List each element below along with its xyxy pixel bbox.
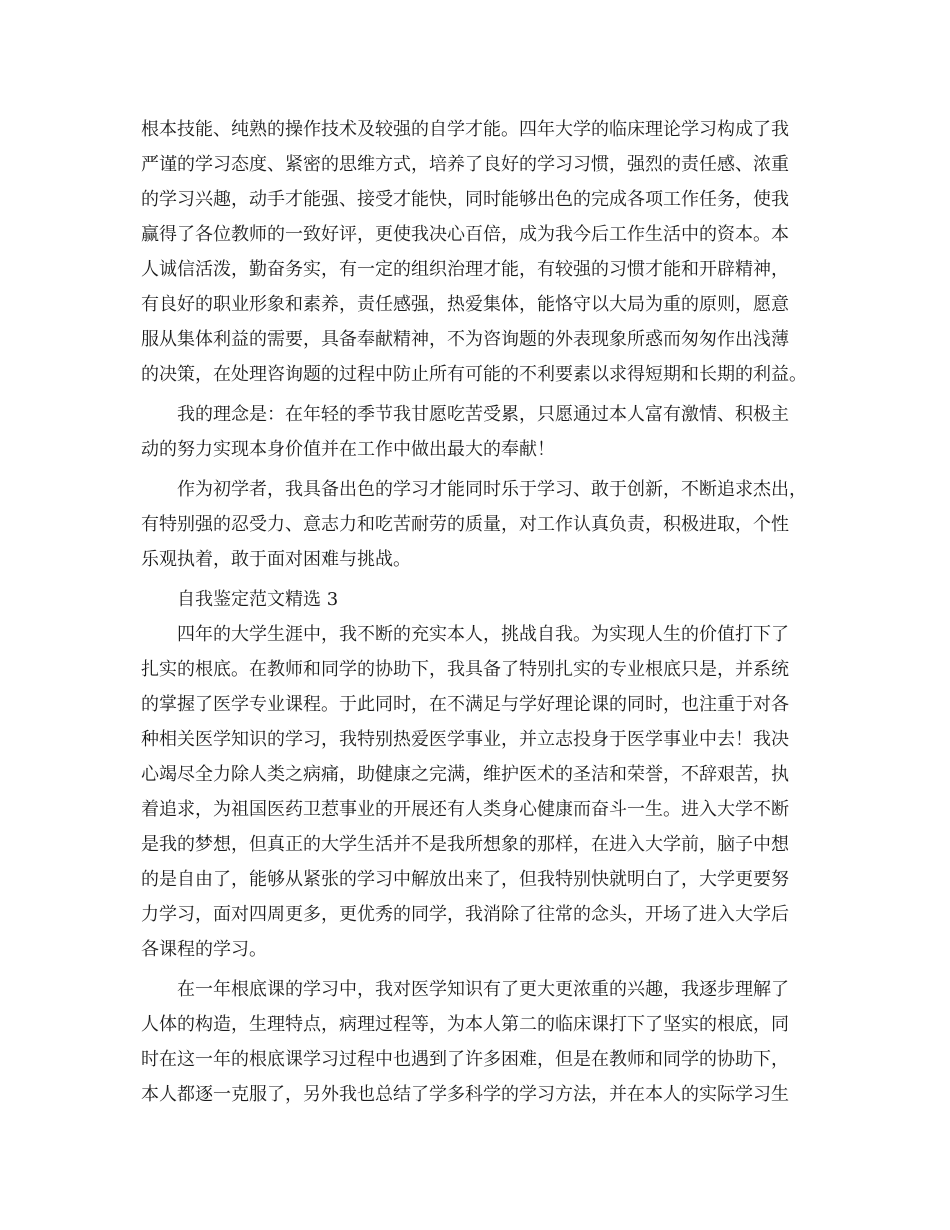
text-line: 动的努力实现本身价值并在工作中做出最大的奉献！	[141, 439, 555, 460]
text-line: 的掌握了医学专业课程。于此同时，在不满足与学好理论课的同时，也注重于对各	[141, 694, 789, 715]
text-line: 扎实的根底。在教师和同学的协助下，我具备了特别扎实的专业根底只是，并系统	[141, 659, 789, 680]
text-line: 人诚信活泼，勤奋务实，有一定的组织治理才能，有较强的习惯才能和开辟精神，	[141, 259, 789, 280]
text-line: 种相关医学知识的学习，我特别热爱医学事业，并立志投身于医学事业中去！我决	[141, 729, 789, 750]
text-line: 我的理念是：在年轻的季节我甘愿吃苦受累，只愿通过本人富有激情、积极主	[177, 404, 789, 425]
text-line: 的是自由了，能够从紧张的学习中解放出来了，但我特别快就明白了，大学更要努	[141, 869, 789, 890]
text-line: 是我的梦想，但真正的大学生活并不是我所想象的那样，在进入大学前，脑子中想	[141, 834, 789, 855]
text-line: 赢得了各位教师的一致好评，更使我决心百倍，成为我今后工作生活中的资本。本	[141, 224, 789, 245]
text-line: 心竭尽全力除人类之病痛，助健康之完满，维护医术的圣洁和荣誉，不辞艰苦，执	[141, 764, 789, 785]
text-line: 人体的构造，生理特点，病理过程等，为本人第二的临床课打下了坚实的根底，同	[141, 1014, 789, 1035]
section-heading: 自我鉴定范文精选 3	[177, 589, 339, 610]
text-line: 着追求，为祖国医药卫惹事业的开展还有人类身心健康而奋斗一生。进入大学不断	[141, 799, 789, 820]
text-line: 作为初学者，我具备出色的学习才能同时乐于学习、敢于创新，不断追求杰出，	[177, 479, 807, 500]
text-line: 有特别强的忍受力、意志力和吃苦耐劳的质量，对工作认真负责，积极进取，个性	[141, 514, 789, 535]
text-line: 根本技能、纯熟的操作技术及较强的自学才能。四年大学的临床理论学习构成了我	[141, 119, 789, 140]
text-line: 乐观执着，敢于面对困难与挑战。	[141, 549, 411, 570]
text-line: 本人都逐一克服了，另外我也总结了学多科学的学习方法，并在本人的实际学习生	[141, 1084, 789, 1105]
text-line: 服从集体利益的需要，具备奉献精神，不为咨询题的外表现象所惑而匆匆作出浅薄	[141, 329, 789, 350]
text-line: 严谨的学习态度、紧密的思维方式，培养了良好的学习习惯，强烈的责任感、浓重	[141, 154, 789, 175]
text-line: 时在这一年的根底课学习过程中也遇到了许多困难，但是在教师和同学的协助下，	[141, 1049, 789, 1070]
text-line: 有良好的职业形象和素养，责任感强，热爱集体，能恪守以大局为重的原则，愿意	[141, 294, 789, 315]
text-line: 四年的大学生涯中，我不断的充实本人，挑战自我。为实现人生的价值打下了	[177, 624, 789, 645]
text-line: 各课程的学习。	[141, 939, 267, 960]
text-line: 的学习兴趣，动手才能强、接受才能快，同时能够出色的完成各项工作任务，使我	[141, 189, 789, 210]
text-line: 力学习，面对四周更多，更优秀的同学，我消除了往常的念头，开场了进入大学后	[141, 904, 789, 925]
text-line: 在一年根底课的学习中，我对医学知识有了更大更浓重的兴趣，我逐步理解了	[177, 979, 789, 1000]
text-line: 的决策，在处理咨询题的过程中防止所有可能的不利要素以求得短期和长期的利益。	[141, 364, 807, 385]
